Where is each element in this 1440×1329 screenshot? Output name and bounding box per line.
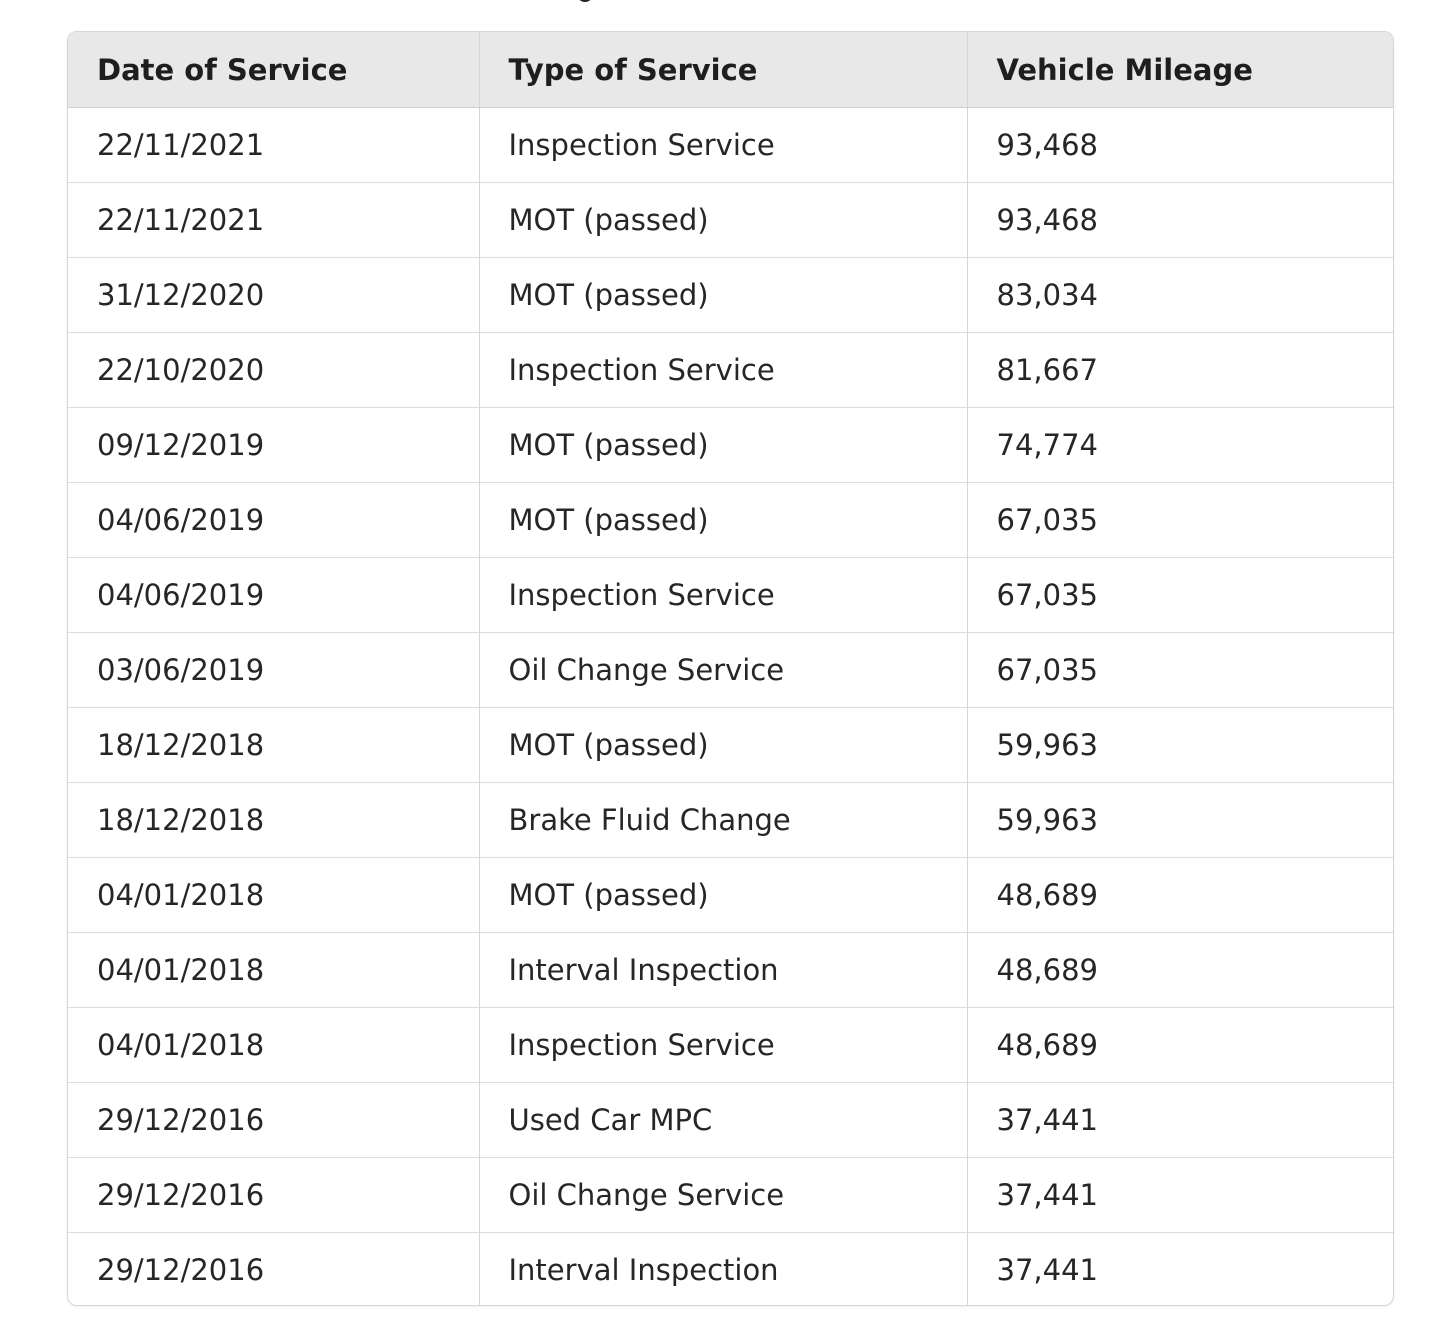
table-row [68, 333, 1393, 408]
cell-service-type: Inspection Service [479, 108, 967, 183]
table-row [68, 633, 1393, 708]
cell-date: 03/06/2019 [68, 633, 479, 708]
header-date-of-service: Date of Service [68, 32, 479, 108]
cell-mileage: 48,689 [967, 1008, 1393, 1083]
cell-service-type: MOT (passed) [479, 408, 967, 483]
table-row [68, 558, 1393, 633]
table-row [68, 933, 1393, 1008]
cell-date: 29/12/2016 [68, 1158, 479, 1233]
cell-date: 04/01/2018 [68, 858, 479, 933]
cell-service-type: Used Car MPC [479, 1083, 967, 1158]
cell-service-type: MOT (passed) [479, 183, 967, 258]
cell-service-type: Interval Inspection [479, 933, 967, 1008]
cell-date: 18/12/2018 [68, 708, 479, 783]
table-row [68, 483, 1393, 558]
cell-service-type: MOT (passed) [479, 483, 967, 558]
table-row [68, 258, 1393, 333]
cell-mileage: 59,963 [967, 708, 1393, 783]
cell-mileage: 93,468 [967, 108, 1393, 183]
table-row [68, 108, 1393, 183]
header-type-of-service: Type of Service [479, 32, 967, 108]
cell-date: 18/12/2018 [68, 783, 479, 858]
table-row [68, 183, 1393, 258]
table-row [68, 1083, 1393, 1158]
service-history-table [67, 31, 1394, 1306]
cell-service-type: Inspection Service [479, 558, 967, 633]
cell-date: 31/12/2020 [68, 258, 479, 333]
cell-date: 04/06/2019 [68, 558, 479, 633]
cell-service-type: Inspection Service [479, 1008, 967, 1083]
cell-mileage: 37,441 [967, 1158, 1393, 1233]
cell-mileage: 37,441 [967, 1233, 1393, 1307]
header-vehicle-mileage: Vehicle Mileage [967, 32, 1393, 108]
table-row [68, 408, 1393, 483]
table-row [68, 1158, 1393, 1233]
cell-mileage: 67,035 [967, 633, 1393, 708]
cell-mileage: 48,689 [967, 858, 1393, 933]
table-row [68, 708, 1393, 783]
cell-service-type: Oil Change Service [479, 633, 967, 708]
cell-mileage: 74,774 [967, 408, 1393, 483]
cell-date: 22/11/2021 [97, 128, 265, 162]
cell-service-type: Oil Change Service [479, 1158, 967, 1233]
cell-date: 04/01/2018 [68, 1008, 479, 1083]
cell-mileage: 67,035 [967, 483, 1393, 558]
cell-mileage: 83,034 [967, 258, 1393, 333]
table-row [68, 1233, 1393, 1307]
cell-mileage: 37,441 [967, 1083, 1393, 1158]
cropped-heading-glyph [577, 0, 593, 2]
cell-date: 29/12/2016 [68, 1233, 479, 1307]
cell-date: 04/06/2019 [68, 483, 479, 558]
cell-service-type: Inspection Service [479, 333, 967, 408]
cell-date: 29/12/2016 [68, 1083, 479, 1158]
table-row [68, 783, 1393, 858]
cell-mileage: 48,689 [967, 933, 1393, 1008]
cell-date: 22/11/2021 [68, 183, 479, 258]
cell-service-type: Interval Inspection [479, 1233, 967, 1307]
cell-mileage: 81,667 [967, 333, 1393, 408]
cell-service-type: MOT (passed) [479, 708, 967, 783]
table-body [68, 108, 1393, 1307]
header-row [68, 32, 1393, 108]
cell-date: 22/10/2020 [68, 333, 479, 408]
table-header [68, 32, 1393, 108]
cell-service-type: Brake Fluid Change [479, 783, 967, 858]
cell-date: 09/12/2019 [68, 408, 479, 483]
cell-mileage: 67,035 [967, 558, 1393, 633]
cell-date: 04/01/2018 [68, 933, 479, 1008]
table-row [68, 1008, 1393, 1083]
cell-service-type: MOT (passed) [479, 858, 967, 933]
service-table [68, 32, 1393, 1306]
cell-mileage: 59,963 [967, 783, 1393, 858]
cell-mileage: 93,468 [967, 183, 1393, 258]
table-row [68, 858, 1393, 933]
cell-service-type: MOT (passed) [479, 258, 967, 333]
